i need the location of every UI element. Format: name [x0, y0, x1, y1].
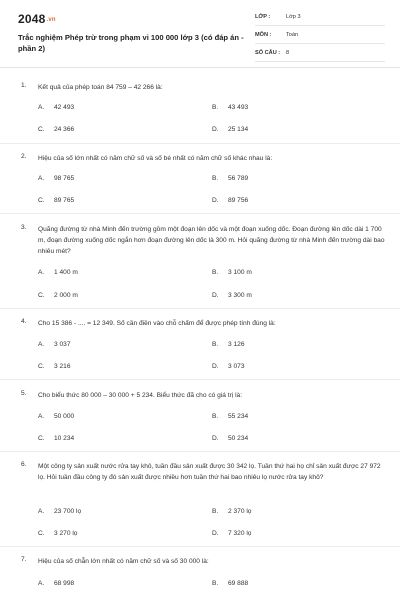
option-b[interactable]: B. 3 126 — [212, 341, 245, 348]
option-c[interactable]: C. 3 216 — [38, 363, 71, 370]
question-divider — [0, 308, 400, 309]
question-number: 3. — [21, 224, 27, 231]
question-number: 2. — [21, 153, 27, 160]
meta-subject-row — [255, 30, 385, 44]
question-number: 5. — [21, 390, 27, 397]
question-text: Cho 15 386 - .... = 12 349. Số cần điền vào chỗ chấm để được phép tính đúng là: — [38, 320, 276, 327]
option-a[interactable]: A. 42 493 — [38, 104, 75, 111]
option-b[interactable]: B. 69 888 — [212, 580, 249, 587]
question-number: 6. — [21, 461, 27, 468]
option-b[interactable]: B. 56 789 — [212, 175, 249, 182]
option-b[interactable]: B. 2 370 lọ — [212, 508, 252, 515]
option-a[interactable]: A. 1 400 m — [38, 269, 78, 276]
option-c[interactable]: C. 24 366 — [38, 126, 75, 133]
option-d[interactable]: D. 7 320 lọ — [212, 530, 252, 537]
question-divider — [0, 379, 400, 380]
meta-count-row — [255, 48, 385, 62]
question-text: Một công ty sản xuất nước rửa tay khô, tuần đầu sản xuất được 30 342 lọ. Tuần thứ hai họ chỉ sản xuất được 27 972 lọ. Hỏi tuần đầu công ty đó sản xuất được nhiều hơn tuần thứ hai bao nhiêu lọ nước rửa tay khô? — [38, 463, 381, 481]
subject-value: Toán — [286, 32, 299, 38]
option-d[interactable]: D. 89 756 — [212, 197, 249, 204]
question-divider — [0, 213, 400, 214]
option-c[interactable]: C. 3 270 lọ — [38, 530, 78, 537]
site-logo[interactable]: 2048.vn — [18, 12, 56, 26]
question-text: Hiệu của số lớn nhất có năm chữ số và số bé nhất có năm chữ số khác nhau là: — [38, 155, 273, 162]
worksheet-title: Trắc nghiệm Phép trừ trong phạm vi 100 000 lớp 3 (có đáp án - phần 2) — [18, 33, 244, 53]
question-count-label: SỐ CÂU : — [255, 50, 281, 56]
question-text: Kết quả của phép toán 84 759 – 42 266 là: — [38, 84, 163, 91]
question-text: Hiệu của số chẵn lớn nhất có năm chữ số và số 30 000 là: — [38, 558, 209, 565]
option-a[interactable]: A. 68 998 — [38, 580, 75, 587]
option-d[interactable]: D. 25 134 — [212, 126, 249, 133]
option-b[interactable]: B. 55 234 — [212, 413, 249, 420]
question-divider — [0, 451, 400, 452]
option-d[interactable]: D. 3 073 — [212, 363, 245, 370]
option-a[interactable]: A. 3 037 — [38, 341, 71, 348]
question-number: 7. — [21, 556, 27, 563]
class-label: LỚP : — [255, 14, 271, 20]
question-text: Cho biểu thức 80 000 – 30 000 + 5 234. Biểu thức đã cho có giá trị là: — [38, 392, 243, 399]
class-value: Lớp 3 — [286, 14, 301, 20]
option-c[interactable]: C. 89 765 — [38, 197, 75, 204]
worksheet-header — [0, 0, 400, 68]
option-a[interactable]: A. 98 765 — [38, 175, 75, 182]
question-count-value: 8 — [286, 50, 290, 56]
option-a[interactable]: A. 23 700 lọ — [38, 508, 82, 515]
question-divider — [0, 546, 400, 547]
option-b[interactable]: B. 43 493 — [212, 104, 249, 111]
option-c[interactable]: C. 10 234 — [38, 435, 75, 442]
subject-label: MÔN : — [255, 32, 272, 38]
question-number: 4. — [21, 318, 27, 325]
option-c[interactable]: C. 2 000 m — [38, 292, 78, 299]
question-number: 1. — [21, 82, 27, 89]
option-a[interactable]: A. 50 000 — [38, 413, 75, 420]
meta-class-row — [255, 12, 385, 26]
worksheet-meta — [255, 12, 385, 66]
question-text: Quãng đường từ nhà Minh đến trường gồm một đoạn lên dốc và một đoạn xuống dốc. Đoạn đường lên dốc dài 1 700 m, đoạn đường xuống dốc ngắn hơn đoạn đường lên dốc là 300 m. Hỏi quãng đường từ nhà Minh đến trường dài bao nhiêu mét? — [38, 226, 385, 255]
question-divider — [0, 143, 400, 144]
option-b[interactable]: B. 3 100 m — [212, 269, 252, 276]
option-d[interactable]: D. 3 300 m — [212, 292, 252, 299]
option-d[interactable]: D. 50 234 — [212, 435, 249, 442]
header-divider — [0, 67, 400, 68]
